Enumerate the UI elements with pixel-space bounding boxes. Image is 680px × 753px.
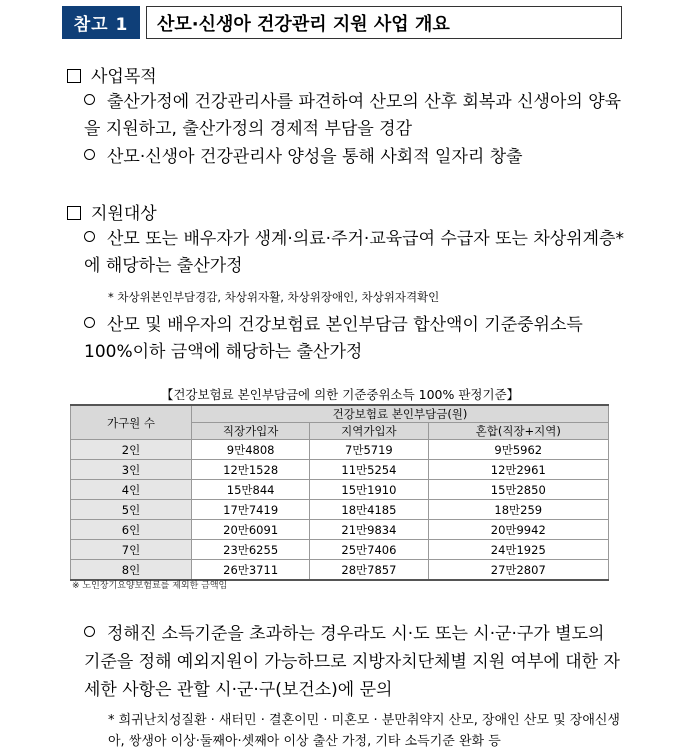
table-cell: 11만5254 [310, 460, 428, 480]
table-cell: 15만1910 [310, 480, 428, 500]
table-row [71, 460, 609, 480]
table-row [71, 520, 609, 540]
column-header-employee: 직장가입자 [192, 423, 310, 440]
table-cell: 18만4185 [310, 500, 428, 520]
circle-bullet-icon [84, 149, 95, 160]
table-caption: 【건강보험료 본인부담금에 의한 기준중위소득 100% 판정기준】 [160, 387, 520, 402]
table-cell: 26만3711 [192, 560, 310, 581]
page-title: 산모·신생아 건강관리 지원 사업 개요 [146, 6, 622, 39]
table-row [71, 560, 609, 581]
table-footnote: ※ 노인장기요양보험료를 제외한 금액임 [72, 581, 228, 591]
table-cell: 2인 [71, 440, 192, 460]
target-bullet-1 [84, 226, 624, 280]
table-cell: 18만259 [428, 500, 608, 520]
table-cell: 7만5719 [310, 440, 428, 460]
table-row [71, 540, 609, 560]
table-cell: 8인 [71, 560, 192, 581]
purpose-bullet-1 [84, 89, 624, 143]
reference-badge: 참고 1 [62, 6, 140, 39]
table-cell: 7인 [71, 540, 192, 560]
table-cell: 24만1925 [428, 540, 608, 560]
column-header-group: 건강보험료 본인부담금(원) [192, 405, 609, 423]
section-heading-purpose [67, 62, 157, 87]
table-cell: 27만2807 [428, 560, 608, 581]
table-cell: 5인 [71, 500, 192, 520]
circle-bullet-icon [84, 626, 95, 637]
table-row [71, 500, 609, 520]
table-row [71, 480, 609, 500]
table-cell: 4인 [71, 480, 192, 500]
table-cell: 15만2850 [428, 480, 608, 500]
table-cell: 20만6091 [192, 520, 310, 540]
income-criteria-table [70, 404, 609, 581]
table-cell: 12만1528 [192, 460, 310, 480]
document-header [62, 6, 614, 39]
purpose-bullet-2 [84, 144, 624, 171]
bullet-text: 산모·신생아 건강관리사 양성을 통해 사회적 일자리 창출 [107, 147, 523, 167]
circle-bullet-icon [84, 231, 95, 242]
table-cell: 9만4808 [192, 440, 310, 460]
target-bullet-2 [84, 312, 624, 366]
column-header-regional: 지역가입자 [310, 423, 428, 440]
bullet-text: 출산가정에 건강관리사를 파견하여 산모의 산후 회복과 신생아의 양육을 지원하고, 출산가정의 경제적 부담을 경감 [84, 92, 622, 139]
table-cell: 6인 [71, 520, 192, 540]
bullet-text: 정해진 소득기준을 초과하는 경우라도 시·도 또는 시·군·구가 별도의 기준을 정해 예외지원이 가능하므로 지방자치단체별 지원 여부에 대한 자세한 사항은 관할 시·군·구(보건소)에 문의 [84, 624, 620, 700]
table-cell: 3인 [71, 460, 192, 480]
circle-bullet-icon [84, 94, 95, 105]
section-heading-target [67, 199, 157, 224]
table-cell: 20만9942 [428, 520, 608, 540]
table-cell: 9만5962 [428, 440, 608, 460]
bullet-text: 산모 및 배우자의 건강보험료 본인부담금 합산액이 기준중위소득 100%이하 금액에 해당하는 출산가정 [84, 315, 583, 362]
table-cell: 15만844 [192, 480, 310, 500]
table-cell: 21만9834 [310, 520, 428, 540]
closing-note: * 희귀난치성질환 · 새터민 · 결혼이민 · 미혼모 · 분만취약지 산모, 장애인 산모 및 장애신생아, 쌍생아 이상·둘째아·셋째아 이상 출산 가정, 기타 소득기준 완화 등 [108, 713, 620, 749]
table-cell: 23만6255 [192, 540, 310, 560]
table-cell: 25만7406 [310, 540, 428, 560]
column-header-mixed: 혼합(직장+지역) [428, 423, 608, 440]
checkbox-square-icon [67, 69, 81, 83]
closing-bullet [84, 620, 624, 704]
table-cell: 28만7857 [310, 560, 428, 581]
table-cell: 17만7419 [192, 500, 310, 520]
column-header-household: 가구원 수 [71, 405, 192, 440]
table-cell: 12만2961 [428, 460, 608, 480]
bullet-text: 산모 또는 배우자가 생계·의료·주거·교육급여 수급자 또는 차상위계층*에 해당하는 출산가정 [84, 229, 624, 276]
section-heading-label: 지원대상 [91, 204, 157, 224]
section-heading-label: 사업목적 [91, 67, 157, 87]
target-note: * 차상위본인부담경감, 차상위자활, 차상위장애인, 차상위자격확인 [108, 290, 440, 304]
circle-bullet-icon [84, 317, 95, 328]
table-row [71, 440, 609, 460]
checkbox-square-icon [67, 206, 81, 220]
